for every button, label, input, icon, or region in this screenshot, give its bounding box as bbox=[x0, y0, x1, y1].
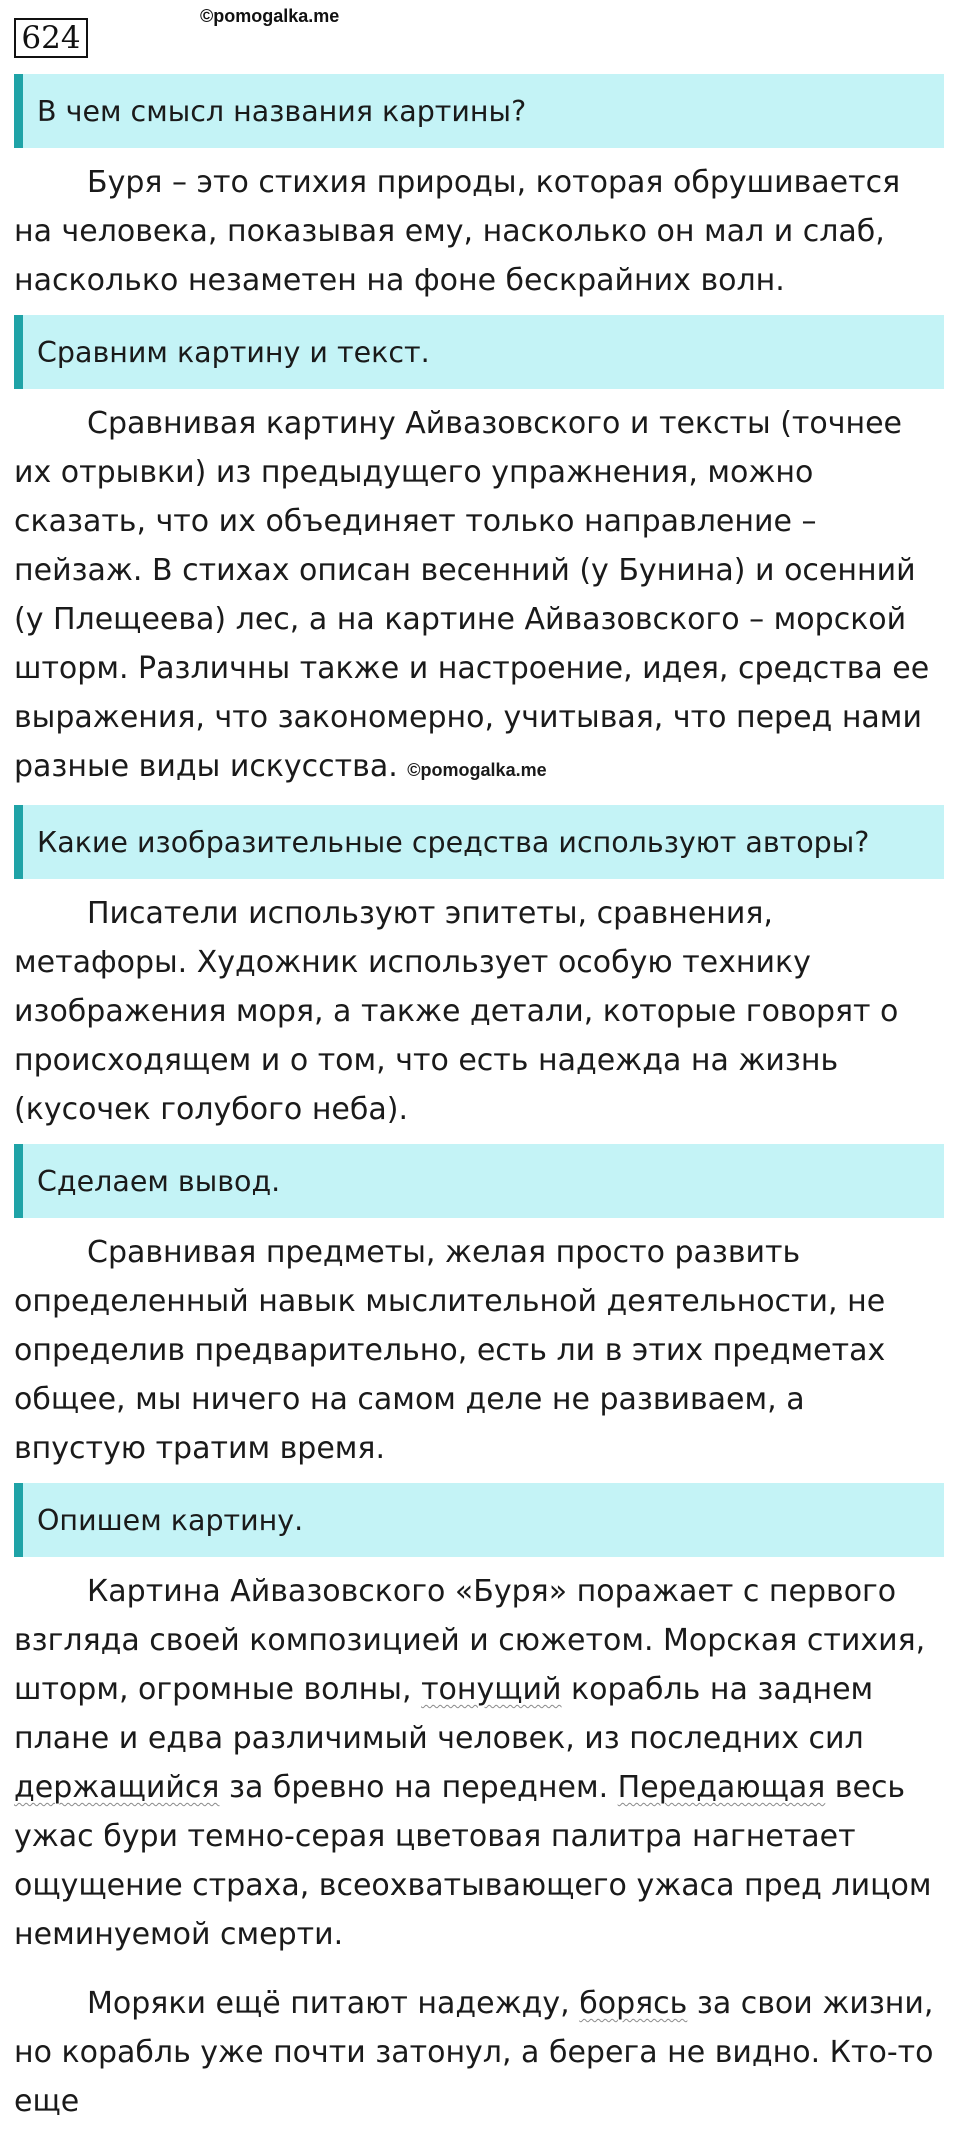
section-heading: Сравним картину и текст. bbox=[14, 315, 944, 389]
paragraph: Сравнивая предметы, желая просто развить определенный навык мыслительной деятельности, не определив предварительно, есть ли в этих предметах общее, мы ничего на самом деле не развиваем, а впустую тратим время. bbox=[14, 1235, 886, 1466]
document-body bbox=[14, 74, 944, 2136]
section-heading: Опишем картину. bbox=[14, 1483, 944, 1557]
text-segment: за свои жизни, но корабль уже почти затонул, а берега не видно. Кто-то еще bbox=[14, 1986, 934, 2119]
paragraph-text: Сравнивая картину Айвазовского и тексты (точнее их отрывки) из предыдущего упражнения, можно сказать, что их объединяет только направление – пейзаж. В стихах описан весенний (у Бунина) и осенний (у Плещеева) лес, а на картине Айвазовского – морской шторм. Различны также и настроение, идея, средства ее выражения, что закономерно, учитывая, что перед нами разные виды искусства. bbox=[14, 406, 930, 784]
paragraph: Писатели используют эпитеты, сравнения, метафоры. Художник использует особую технику изображения моря, а также детали, которые говорят о происходящем и о том, что есть надежда на жизнь (кусочек голубого неба). bbox=[14, 896, 899, 1127]
watermark: ©pomogalka.me bbox=[407, 760, 547, 780]
paragraph: Буря – это стихия природы, которая обрушивается на человека, показывая ему, насколько он мал и слаб, насколько незаметен на фоне бескрайних волн. bbox=[14, 165, 901, 298]
watermark: ©pomogalka.me bbox=[200, 6, 340, 26]
exercise-number: 624 bbox=[14, 18, 88, 58]
section-heading: Сделаем вывод. bbox=[14, 1144, 944, 1218]
spellcheck-word: борясь bbox=[579, 1986, 688, 2021]
paragraph bbox=[14, 1969, 944, 2136]
spellcheck-word: тонущий bbox=[421, 1672, 562, 1707]
paragraph bbox=[14, 1557, 944, 1969]
spellcheck-word: держащийся bbox=[14, 1770, 220, 1805]
text-segment: Картина Айвазовского «Буря» поражает с первого взгляда своей композицией и сюжетом. Морская стихия, шторм, огромные волны, bbox=[14, 1574, 926, 1707]
paragraph bbox=[14, 389, 944, 805]
text-segment: за бревно на переднем. bbox=[219, 1770, 618, 1805]
section-heading: Какие изобразительные средства используют авторы? bbox=[14, 805, 944, 879]
text-segment: корабль на заднем плане и едва различимый человек, из последних сил bbox=[14, 1672, 874, 1756]
text-segment: Моряки ещё питают надежду, bbox=[87, 1986, 580, 2021]
section-heading: В чем смысл названия картины? bbox=[14, 74, 944, 148]
spellcheck-word: Передающая bbox=[617, 1770, 826, 1805]
text-segment: весь ужас бури темно-серая цветовая палитра нагнетает ощущение страха, всеохватывающего ужаса пред лицом неминуемой смерти. bbox=[14, 1770, 932, 1952]
